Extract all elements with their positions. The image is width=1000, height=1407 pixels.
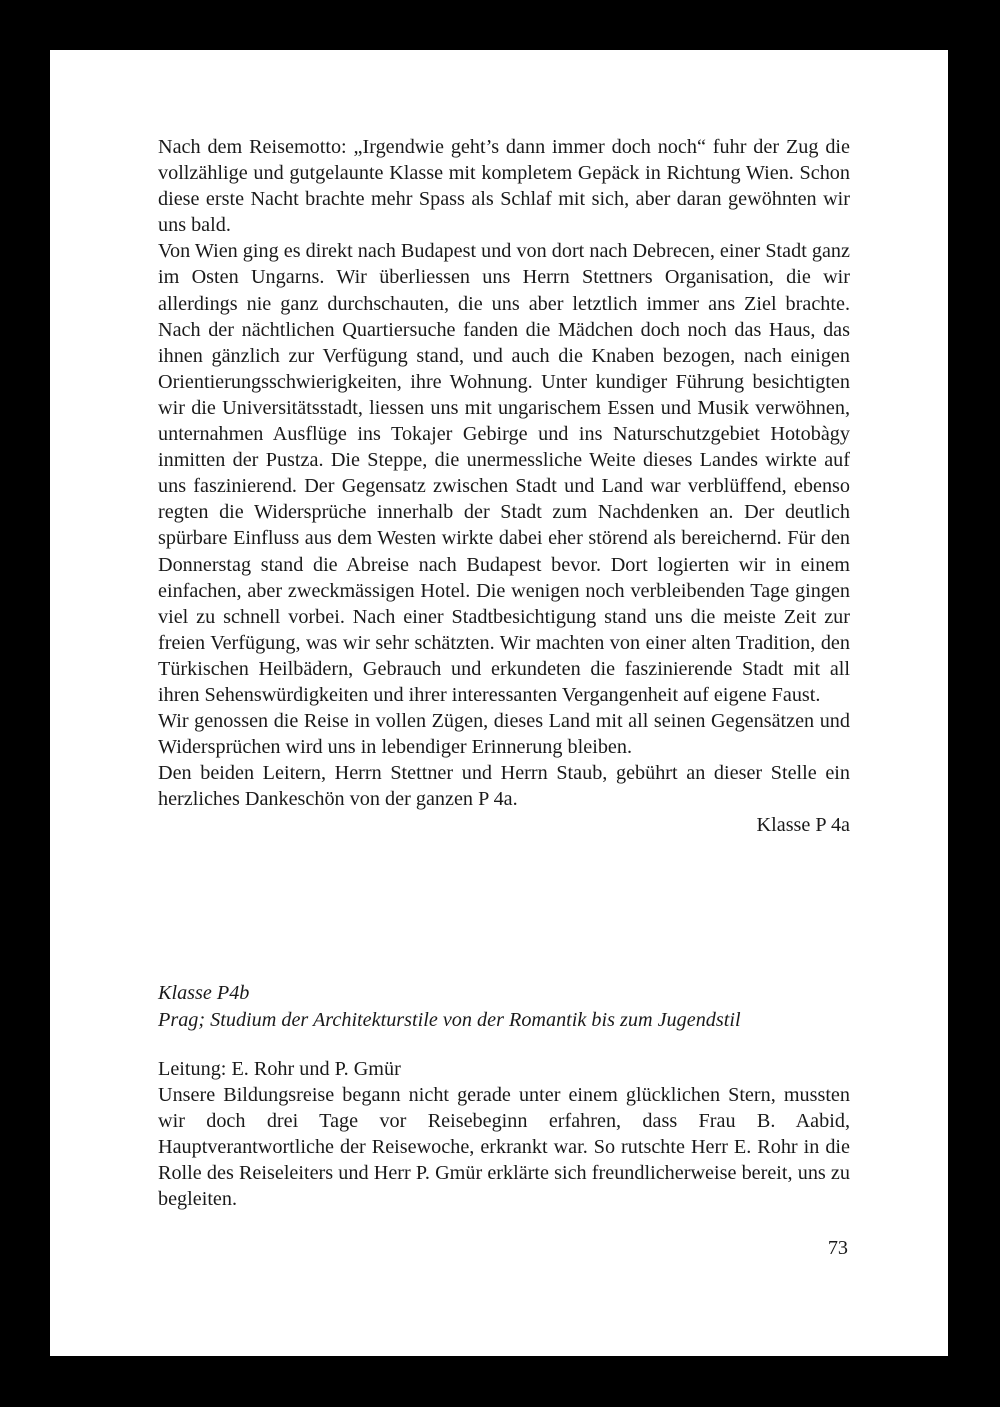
- section-leitung: Leitung: E. Rohr und P. Gmür: [158, 1058, 401, 1080]
- section-header: [158, 980, 850, 1034]
- article-paragraph-4: Den beiden Leitern, Herrn Stettner und Herrn Staub, gebührt an dieser Stelle ein herzliches Dankeschön von der ganzen P 4a.: [158, 762, 850, 811]
- article-paragraph-3: Wir genossen die Reise in vollen Zügen, dieses Land mit all seinen Gegensätzen und Widersprüchen wird uns in lebendiger Erinnerung bleiben.: [158, 710, 850, 759]
- article-signature: Klasse P 4a: [756, 814, 850, 837]
- section-title: Prag; Studium der Architekturstile von der Romantik bis zum Jugendstil: [158, 1009, 741, 1031]
- document-page: [50, 50, 948, 1356]
- section-paragraph: Unsere Bildungsreise begann nicht gerade unter einem glücklichen Stern, mussten wir doch drei Tage vor Reisebeginn erfahren, dass Frau B. Aabid, Hauptverantwortliche der Reisewoche, erkrankt war. So rutschte Herr E. Rohr in die Rolle des Reiseleiters und Herr P. Gmür erklärte sich freundlicherweise bereit, uns zu begleiten.: [158, 1084, 850, 1211]
- article-paragraph-2: Von Wien ging es direkt nach Budapest und von dort nach Debrecen, einer Stadt ganz im Osten Ungarns. Wir überliessen uns Herrn Stettners Organisation, die wir allerdings nie ganz durchschauten, die uns aber letztlich immer ans Ziel brachte. Nach der nächtlichen Quartiersuche fanden die Mädchen doch noch das Haus, das ihnen gänzlich zur Verfügung stand, und auch die Knaben bezogen, nach einigen Orientierungsschwierigkeiten, ihre Wohnung. Unter kundiger Führung besichtigten wir die Universitätsstadt, liessen uns mit ungarischem Essen und Musik verwöhnen, unternahmen Ausflüge ins Tokajer Gebirge und ins Naturschutzgebiet Hotobàgy inmitten der Pustza. Die Steppe, die unermessliche Weite dieses Landes wirkte auf uns faszinierend. Der Gegensatz zwischen Stadt und Land war verblüffend, ebenso regten die Widersprüche innerhalb der Stadt zum Nachdenken an. Der deutlich spürbare Einfluss aus dem Westen wirkte dabei eher störend als bereichernd. Für den Donnerstag stand die Abreise nach Budapest bevor. Dort logierten wir in einem einfachen, aber zweckmässigen Hotel. Die wenigen noch verbleibenden Tage gingen viel zu schnell vorbei. Nach einer Stadtbesichtigung stand uns die meiste Zeit zur freien Verfügung, was wir sehr schätzten. Wir machten von einer alten Tradition, den Türkischen Heilbädern, Gebrauch und erkundeten die faszinierende Stadt mit all ihren Sehenswürdigkeiten und ihrer interessanten Vergangenheit auf eigene Faust.: [158, 240, 850, 706]
- section-class-label: Klasse P4b: [158, 982, 250, 1004]
- article-body: [158, 134, 850, 839]
- article-paragraph-1: Nach dem Reisemotto: „Irgendwie geht’s dann immer doch noch“ fuhr der Zug die vollzählige und gutgelaunte Klasse mit kompletem Gepäck in Richtung Wien. Schon diese erste Nacht brachte mehr Spass als Schlaf mit sich, aber daran gewöhnten wir uns bald.: [158, 136, 850, 237]
- page-number: 73: [827, 1237, 848, 1259]
- section-body: [158, 1056, 850, 1213]
